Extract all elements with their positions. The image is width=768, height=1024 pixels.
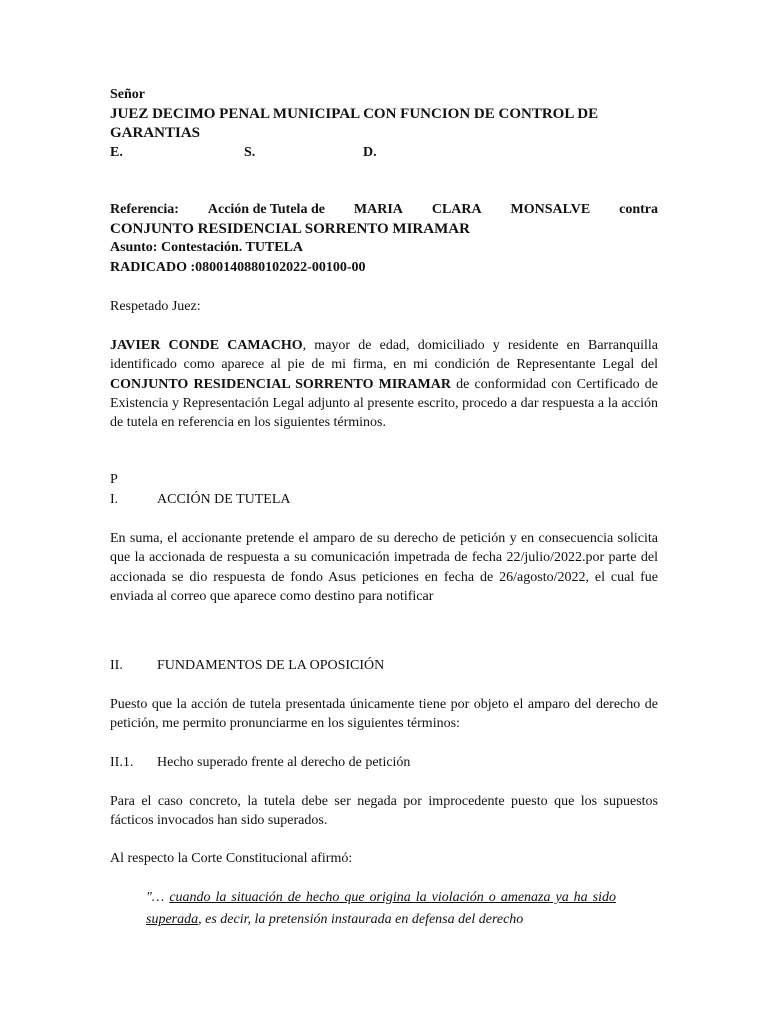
section-2-body: Puesto que la acción de tutela presentada únicamente tiene por objeto el amparo del derecho de petición, me permito pronunciarme en los siguientes términos: xyxy=(110,697,658,732)
subsection-title: Hecho superado frente al derecho de petición xyxy=(157,755,411,770)
esd-s: S. xyxy=(244,145,256,160)
salutation: Señor xyxy=(110,87,145,102)
intro-paragraph xyxy=(110,336,658,432)
greeting: Respetado Juez: xyxy=(110,299,201,314)
filing-number: RADICADO :0800140880102022-00100-00 xyxy=(110,260,366,275)
reference-word-3: MONSALVE xyxy=(510,202,591,217)
reference-line-1 xyxy=(110,201,658,219)
quote-open: "… xyxy=(146,890,170,905)
intro-text-1: , mayor de edad, domiciliado y residente en Barranquilla identificado como aparece al pie de mi firma, en mi condición de Representante Legal del xyxy=(110,338,658,373)
court-quote xyxy=(146,887,616,931)
addressee-line-1: JUEZ DECIMO PENAL MUNICIPAL CON FUNCION DE CONTROL DE xyxy=(110,106,599,122)
reference-word-2: CLARA xyxy=(431,202,482,217)
reference-word-1: MARIA xyxy=(353,202,403,217)
reference-line-2: CONJUNTO RESIDENCIAL SORRENTO MIRAMAR xyxy=(110,221,470,237)
section-1-number: I. xyxy=(110,492,119,507)
section-1-title: ACCIÓN DE TUTELA xyxy=(157,492,291,507)
entity-name: CONJUNTO RESIDENCIAL SORRENTO MIRAMAR xyxy=(110,376,451,392)
court-intro: Al respecto la Corte Constitucional afirmó: xyxy=(110,851,353,866)
section-1-body: En suma, el accionante pretende el amparo de su derecho de petición y en consecuencia solicita que la accionada de respuesta a su comunicación impetrada de fecha 22/julio/2022.por parte del accionada se dio respuesta de fondo Asus peticiones en fecha de 26/agosto/2022, el cual fue enviada al correo que aparece como destino para notificar xyxy=(110,531,658,604)
quote-underlined: cuando la situación de hecho que origina la violación o amenaza ya ha sido superada xyxy=(146,890,617,927)
addressee-line-2: GARANTIAS xyxy=(110,125,201,141)
representative-name: JAVIER CONDE CAMACHO xyxy=(110,338,303,353)
subsection-body: Para el caso concreto, la tutela debe ser negada por improcedente puesto que los supuestos fácticos invocados han sido superados. xyxy=(110,794,658,829)
section-2-title: FUNDAMENTOS DE LA OPOSICIÓN xyxy=(157,658,385,673)
esd-e: E. xyxy=(110,145,123,160)
reference-prefix: Acción de Tutela de xyxy=(207,202,325,217)
subject-line: Asunto: Contestación. TUTELA xyxy=(110,240,304,255)
stray-letter: P xyxy=(110,472,118,487)
intro-text-2: de conformidad con Certificado de Existencia y Representación Legal adjunto al presente escrito, procedo a dar respuesta a la acción de tutela en referencia en los siguientes términos. xyxy=(110,376,658,431)
esd-d: D. xyxy=(363,145,377,160)
reference-label: Referencia: xyxy=(110,202,179,217)
quote-rest: , es decir, la pretensión instaurada en defensa del derecho xyxy=(198,912,524,927)
subsection-number: II.1. xyxy=(110,755,134,770)
reference-word-4: contra xyxy=(619,202,658,217)
section-2-number: II. xyxy=(110,658,123,673)
